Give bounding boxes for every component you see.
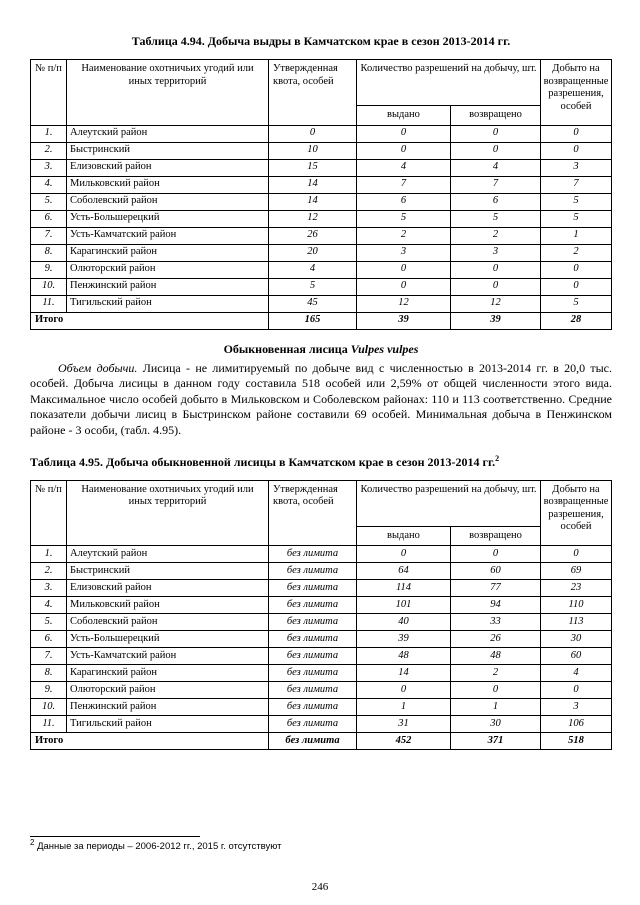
cell-territory: Олюторский район xyxy=(67,682,269,699)
cell-row-number: 2. xyxy=(31,563,67,580)
cell-row-number: 3. xyxy=(31,580,67,597)
cell-returned: 2 xyxy=(451,227,541,244)
table-row xyxy=(31,546,612,563)
cell-returned: 3 xyxy=(451,244,541,261)
cell-harvested: 5 xyxy=(541,210,612,227)
cell-row-number: 10. xyxy=(31,278,67,295)
cell-returned: 1 xyxy=(451,699,541,716)
cell-harvested: 0 xyxy=(541,278,612,295)
table2-total-row xyxy=(31,733,612,750)
cell-harvested: 3 xyxy=(541,699,612,716)
table2-body xyxy=(31,546,612,750)
header-row-number: № п/п xyxy=(31,480,67,546)
paragraph-text: Лисица - не лимитируемый по добыче вид с численностью в 2013-2014 гг. в 20,0 тыс. особей. Добыча лисицы в данном году составила 518 особей или 2,59% от общей численности этого вида. Максимальное число особей добыто в Мильковском и Соболевском районах: 110 и 113 соответственно. Средние показатели добычи лисиц в Быстринском районе составили 69 особей. Минимальная добыча в Пенжинском районе - 3 особи, (табл. 4.95). xyxy=(30,360,612,437)
cell-row-number: 1. xyxy=(31,125,67,142)
cell-returned: 94 xyxy=(451,597,541,614)
cell-returned: 2 xyxy=(451,665,541,682)
cell-territory: Елизовский район xyxy=(67,159,269,176)
table-row xyxy=(31,159,612,176)
table-row xyxy=(31,295,612,312)
cell-row-number: 6. xyxy=(31,631,67,648)
cell-quota: 5 xyxy=(269,278,357,295)
cell-issued: 64 xyxy=(357,563,451,580)
cell-row-number: 11. xyxy=(31,716,67,733)
cell-territory: Карагинский район xyxy=(67,665,269,682)
cell-harvested: 2 xyxy=(541,244,612,261)
cell-returned: 0 xyxy=(451,142,541,159)
total-returned: 39 xyxy=(451,312,541,329)
cell-issued: 0 xyxy=(357,142,451,159)
table1-header xyxy=(31,60,612,126)
cell-returned: 7 xyxy=(451,176,541,193)
header-harvested: Добыто на возвращенные разрешения, особей xyxy=(541,60,612,126)
cell-returned: 12 xyxy=(451,295,541,312)
table2-title-text: Таблица 4.95. Добыча обыкновенной лисицы в Камчатском крае в сезон 2013-2014 гг. xyxy=(30,454,496,469)
header-territory: Наименование охотничьих угодий или иных территорий xyxy=(67,480,269,546)
cell-returned: 33 xyxy=(451,614,541,631)
cell-harvested: 23 xyxy=(541,580,612,597)
cell-territory: Усть-Большерецкий xyxy=(67,210,269,227)
table-row xyxy=(31,563,612,580)
table1-total-row xyxy=(31,312,612,329)
cell-territory: Усть-Большерецкий xyxy=(67,631,269,648)
cell-issued: 6 xyxy=(357,193,451,210)
cell-territory: Елизовский район xyxy=(67,580,269,597)
cell-harvested: 69 xyxy=(541,563,612,580)
cell-row-number: 9. xyxy=(31,682,67,699)
cell-returned: 77 xyxy=(451,580,541,597)
cell-row-number: 10. xyxy=(31,699,67,716)
header-row-number: № п/п xyxy=(31,60,67,126)
cell-territory: Тигильский район xyxy=(67,716,269,733)
cell-harvested: 60 xyxy=(541,648,612,665)
cell-quota: без лимита xyxy=(269,614,357,631)
cell-row-number: 7. xyxy=(31,648,67,665)
cell-harvested: 5 xyxy=(541,193,612,210)
cell-row-number: 11. xyxy=(31,295,67,312)
cell-territory: Пенжинский район xyxy=(67,699,269,716)
table-row xyxy=(31,278,612,295)
species-name-ru: Обыкновенная лисица xyxy=(223,341,348,356)
cell-quota: без лимита xyxy=(269,665,357,682)
table-row xyxy=(31,631,612,648)
cell-territory: Алеутский район xyxy=(67,546,269,563)
total-label: Итого xyxy=(31,733,269,750)
cell-territory: Соболевский район xyxy=(67,193,269,210)
cell-issued: 101 xyxy=(357,597,451,614)
cell-issued: 7 xyxy=(357,176,451,193)
total-issued: 452 xyxy=(357,733,451,750)
table1-body xyxy=(31,125,612,329)
page-number: 246 xyxy=(311,881,329,893)
cell-quota: без лимита xyxy=(269,580,357,597)
table2-title-superscript: 2 xyxy=(495,453,500,463)
cell-quota: 20 xyxy=(269,244,357,261)
cell-issued: 12 xyxy=(357,295,451,312)
cell-issued: 48 xyxy=(357,648,451,665)
cell-harvested: 0 xyxy=(541,682,612,699)
cell-row-number: 6. xyxy=(31,210,67,227)
table-row xyxy=(31,597,612,614)
table2-title xyxy=(30,455,612,470)
cell-quota: без лимита xyxy=(269,597,357,614)
cell-issued: 4 xyxy=(357,159,451,176)
cell-row-number: 3. xyxy=(31,159,67,176)
cell-quota: без лимита xyxy=(269,699,357,716)
table-row xyxy=(31,261,612,278)
cell-issued: 0 xyxy=(357,682,451,699)
cell-quota: без лимита xyxy=(269,631,357,648)
footnote-marker: 2 xyxy=(30,837,35,847)
cell-harvested: 0 xyxy=(541,261,612,278)
cell-territory: Мильковский район xyxy=(67,176,269,193)
cell-returned: 4 xyxy=(451,159,541,176)
cell-issued: 40 xyxy=(357,614,451,631)
footnote-rule xyxy=(30,836,200,837)
cell-territory: Быстринский xyxy=(67,142,269,159)
cell-issued: 31 xyxy=(357,716,451,733)
cell-returned: 0 xyxy=(451,682,541,699)
cell-harvested: 110 xyxy=(541,597,612,614)
cell-quota: без лимита xyxy=(269,546,357,563)
table1 xyxy=(30,59,612,330)
cell-issued: 0 xyxy=(357,261,451,278)
cell-harvested: 0 xyxy=(541,125,612,142)
cell-quota: без лимита xyxy=(269,682,357,699)
cell-returned: 6 xyxy=(451,193,541,210)
cell-harvested: 4 xyxy=(541,665,612,682)
cell-quota: 4 xyxy=(269,261,357,278)
table-row xyxy=(31,176,612,193)
cell-returned: 48 xyxy=(451,648,541,665)
cell-territory: Усть-Камчатский район xyxy=(67,227,269,244)
header-permits-group: Количество разрешений на добычу, шт. xyxy=(357,60,541,106)
cell-territory: Пенжинский район xyxy=(67,278,269,295)
header-quota: Утвержденная квота, особей xyxy=(269,60,357,126)
total-harvested: 28 xyxy=(541,312,612,329)
total-harvested: 518 xyxy=(541,733,612,750)
cell-territory: Мильковский район xyxy=(67,597,269,614)
header-issued: выдано xyxy=(357,106,451,126)
header-quota: Утвержденная квота, особей xyxy=(269,480,357,546)
cell-issued: 0 xyxy=(357,546,451,563)
cell-returned: 0 xyxy=(451,125,541,142)
cell-harvested: 5 xyxy=(541,295,612,312)
table2-header xyxy=(31,480,612,546)
table1-title: Таблица 4.94. Добыча выдры в Камчатском крае в сезон 2013-2014 гг. xyxy=(131,34,511,48)
cell-territory: Тигильский район xyxy=(67,295,269,312)
cell-row-number: 2. xyxy=(31,142,67,159)
table-row xyxy=(31,682,612,699)
cell-issued: 3 xyxy=(357,244,451,261)
cell-returned: 0 xyxy=(451,546,541,563)
cell-harvested: 1 xyxy=(541,227,612,244)
table-row xyxy=(31,193,612,210)
total-returned: 371 xyxy=(451,733,541,750)
cell-harvested: 7 xyxy=(541,176,612,193)
cell-issued: 0 xyxy=(357,125,451,142)
header-issued: выдано xyxy=(357,526,451,546)
header-permits-group: Количество разрешений на добычу, шт. xyxy=(357,480,541,526)
cell-issued: 0 xyxy=(357,278,451,295)
cell-quota: 10 xyxy=(269,142,357,159)
table-row xyxy=(31,665,612,682)
cell-issued: 2 xyxy=(357,227,451,244)
cell-quota: без лимита xyxy=(269,716,357,733)
cell-row-number: 5. xyxy=(31,193,67,210)
cell-quota: 45 xyxy=(269,295,357,312)
cell-row-number: 1. xyxy=(31,546,67,563)
table-row xyxy=(31,699,612,716)
cell-returned: 5 xyxy=(451,210,541,227)
table-row xyxy=(31,614,612,631)
cell-returned: 60 xyxy=(451,563,541,580)
header-returned: возвращено xyxy=(451,526,541,546)
cell-row-number: 8. xyxy=(31,665,67,682)
cell-row-number: 5. xyxy=(31,614,67,631)
table2 xyxy=(30,480,612,751)
cell-harvested: 0 xyxy=(541,142,612,159)
table-row xyxy=(31,580,612,597)
cell-issued: 5 xyxy=(357,210,451,227)
table-row xyxy=(31,716,612,733)
table-row xyxy=(31,244,612,261)
cell-harvested: 0 xyxy=(541,546,612,563)
table-row xyxy=(31,125,612,142)
cell-quota: 14 xyxy=(269,176,357,193)
cell-harvested: 113 xyxy=(541,614,612,631)
cell-row-number: 8. xyxy=(31,244,67,261)
cell-row-number: 9. xyxy=(31,261,67,278)
body-paragraph xyxy=(30,361,612,439)
cell-territory: Олюторский район xyxy=(67,261,269,278)
table-row xyxy=(31,210,612,227)
cell-quota: 12 xyxy=(269,210,357,227)
footnote-text: Данные за периоды – 2006-2012 гг., 2015 г. отсутствуют xyxy=(37,841,282,852)
cell-quota: без лимита xyxy=(269,648,357,665)
cell-returned: 0 xyxy=(451,261,541,278)
cell-quota: 15 xyxy=(269,159,357,176)
cell-issued: 39 xyxy=(357,631,451,648)
cell-territory: Алеутский район xyxy=(67,125,269,142)
cell-harvested: 106 xyxy=(541,716,612,733)
cell-territory: Карагинский район xyxy=(67,244,269,261)
total-quota: без лимита xyxy=(269,733,357,750)
cell-territory: Усть-Камчатский район xyxy=(67,648,269,665)
table-row xyxy=(31,142,612,159)
cell-issued: 1 xyxy=(357,699,451,716)
footnote xyxy=(30,836,612,852)
species-heading xyxy=(30,342,612,357)
table-row xyxy=(31,648,612,665)
total-issued: 39 xyxy=(357,312,451,329)
cell-territory: Быстринский xyxy=(67,563,269,580)
cell-row-number: 4. xyxy=(31,597,67,614)
cell-quota: без лимита xyxy=(269,563,357,580)
cell-quota: 26 xyxy=(269,227,357,244)
cell-quota: 14 xyxy=(269,193,357,210)
header-harvested: Добыто на возвращенные разрешения, особей xyxy=(541,480,612,546)
cell-issued: 14 xyxy=(357,665,451,682)
cell-returned: 0 xyxy=(451,278,541,295)
cell-territory: Соболевский район xyxy=(67,614,269,631)
cell-returned: 30 xyxy=(451,716,541,733)
cell-issued: 114 xyxy=(357,580,451,597)
header-territory: Наименование охотничьих угодий или иных территорий xyxy=(67,60,269,126)
table-row xyxy=(31,227,612,244)
cell-returned: 26 xyxy=(451,631,541,648)
cell-quota: 0 xyxy=(269,125,357,142)
paragraph-lead: Объем добычи. xyxy=(58,360,138,375)
cell-row-number: 4. xyxy=(31,176,67,193)
header-returned: возвращено xyxy=(451,106,541,126)
total-quota: 165 xyxy=(269,312,357,329)
cell-harvested: 30 xyxy=(541,631,612,648)
cell-harvested: 3 xyxy=(541,159,612,176)
cell-row-number: 7. xyxy=(31,227,67,244)
species-latin-name: Vulpes vulpes xyxy=(350,341,419,356)
total-label: Итого xyxy=(31,312,269,329)
